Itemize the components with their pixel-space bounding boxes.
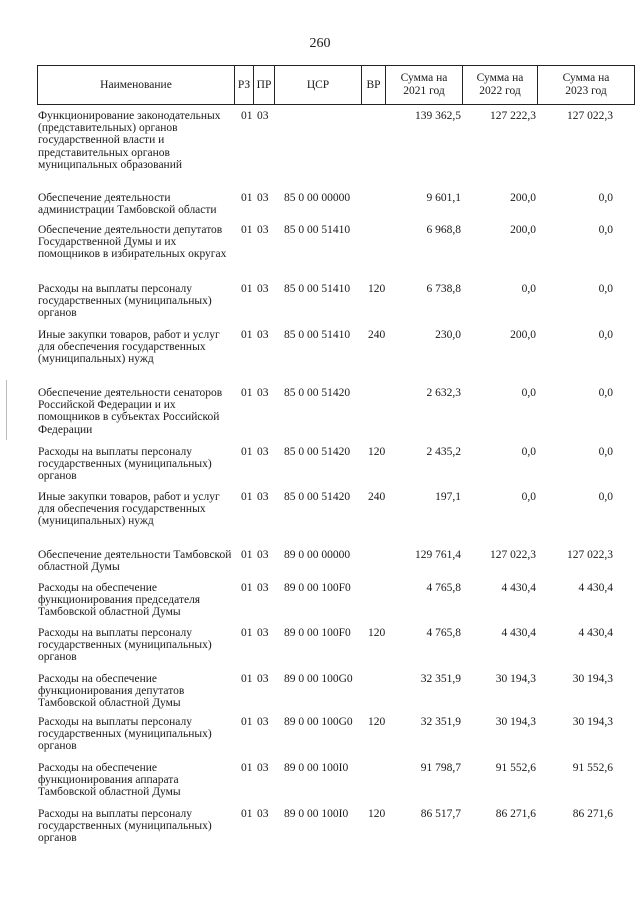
row-rz: 01 — [241, 329, 253, 341]
header-name: Наименование — [100, 78, 172, 91]
row-csr: 89 0 00 100I0 — [284, 762, 349, 774]
row-csr: 85 0 00 51420 — [284, 446, 351, 458]
row-name: Расходы на выплаты персоналу государственных (муниципальных) органов — [38, 283, 212, 320]
row-sum-2021: 129 761,4 — [415, 549, 461, 561]
row-sum-2023: 30 194,3 — [572, 716, 613, 728]
row-pr: 03 — [257, 446, 269, 458]
row-vr: 240 — [368, 491, 386, 503]
row-sum-2022: 86 271,6 — [495, 808, 536, 820]
row-rz: 01 — [241, 673, 253, 685]
row-sum-2022: 200,0 — [510, 192, 536, 204]
row-csr: 89 0 00 100G0 — [284, 716, 353, 728]
row-sum-2022: 127 222,3 — [490, 110, 536, 122]
row-name: Обеспечение деятельности депутатов Государственной Думы и их помощников в избирательных округах — [38, 224, 227, 261]
row-sum-2022: 127 022,3 — [490, 549, 536, 561]
row-pr: 03 — [257, 329, 269, 341]
row-name: Функционирование законодательных (представительных) органов государственной власти и представительных органов муниципальных образований — [38, 110, 221, 171]
row-name: Расходы на обеспечение функционирования депутатов Тамбовской областной Думы — [38, 673, 185, 710]
row-sum-2023: 4 430,4 — [578, 627, 613, 639]
row-rz: 01 — [241, 491, 253, 503]
row-rz: 01 — [241, 582, 253, 594]
row-sum-2023: 30 194,3 — [572, 673, 613, 685]
row-sum-2022: 4 430,4 — [501, 627, 536, 639]
row-rz: 01 — [241, 283, 253, 295]
header-vr: ВР — [366, 78, 381, 91]
row-name: Расходы на обеспечение функционирования председателя Тамбовской областной Думы — [38, 582, 201, 619]
row-csr: 89 0 00 100I0 — [284, 808, 349, 820]
page-number: 260 — [309, 36, 331, 51]
row-sum-2021: 2 632,3 — [426, 387, 461, 399]
row-sum-2023: 0,0 — [598, 192, 613, 204]
row-sum-2023: 127 022,3 — [567, 110, 613, 122]
row-pr: 03 — [257, 673, 269, 685]
row-rz: 01 — [241, 716, 253, 728]
row-rz: 01 — [241, 627, 253, 639]
row-sum-2022: 200,0 — [510, 224, 536, 236]
row-sum-2021: 139 362,5 — [415, 110, 461, 122]
row-sum-2021: 230,0 — [435, 329, 461, 341]
row-sum-2021: 6 968,8 — [426, 224, 461, 236]
row-sum-2022: 30 194,3 — [495, 673, 536, 685]
row-name: Обеспечение деятельности сенаторов Российской Федерации и их помощников в субъектах Российской Федерации — [38, 387, 223, 436]
header-bottom-border — [37, 104, 635, 105]
row-rz: 01 — [241, 387, 253, 399]
row-sum-2021: 32 351,9 — [420, 673, 461, 685]
row-sum-2022: 0,0 — [521, 446, 536, 458]
row-sum-2022: 91 552,6 — [495, 762, 536, 774]
row-csr: 85 0 00 51420 — [284, 491, 351, 503]
header-pr: ПР — [256, 78, 272, 91]
row-sum-2021: 197,1 — [435, 491, 461, 503]
row-sum-2023: 127 022,3 — [567, 549, 613, 561]
row-name: Расходы на выплаты персоналу государственных (муниципальных) органов — [38, 627, 212, 664]
row-sum-2022: 0,0 — [521, 283, 536, 295]
row-pr: 03 — [257, 549, 269, 561]
row-sum-2021: 4 765,8 — [426, 627, 461, 639]
row-pr: 03 — [257, 283, 269, 295]
row-rz: 01 — [241, 110, 253, 122]
row-sum-2022: 4 430,4 — [501, 582, 536, 594]
row-pr: 03 — [257, 582, 269, 594]
header-csr: ЦСР — [306, 78, 330, 91]
row-pr: 03 — [257, 110, 269, 122]
row-sum-2023: 0,0 — [598, 387, 613, 399]
row-sum-2021: 9 601,1 — [426, 192, 461, 204]
row-pr: 03 — [257, 716, 269, 728]
row-name: Обеспечение деятельности Тамбовской областной Думы — [38, 549, 232, 574]
row-csr: 89 0 00 100F0 — [284, 582, 351, 594]
row-vr: 120 — [368, 716, 386, 728]
row-csr: 85 0 00 51410 — [284, 283, 351, 295]
row-sum-2021: 32 351,9 — [420, 716, 461, 728]
row-pr: 03 — [257, 627, 269, 639]
row-name: Расходы на выплаты персоналу государственных (муниципальных) органов — [38, 446, 212, 483]
row-rz: 01 — [241, 224, 253, 236]
row-csr: 85 0 00 51410 — [284, 224, 351, 236]
row-pr: 03 — [257, 491, 269, 503]
margin-mark — [6, 380, 7, 440]
header-sum-2023: Сумма на 2023 год — [562, 72, 610, 97]
row-name: Обеспечение деятельности администрации Тамбовской области — [38, 192, 217, 217]
row-csr: 89 0 00 100F0 — [284, 627, 351, 639]
row-pr: 03 — [257, 387, 269, 399]
row-name: Иные закупки товаров, работ и услуг для обеспечения государственных (муниципальных) нужд — [38, 491, 220, 528]
row-sum-2023: 0,0 — [598, 329, 613, 341]
row-pr: 03 — [257, 762, 269, 774]
row-csr: 89 0 00 100G0 — [284, 673, 353, 685]
row-sum-2023: 86 271,6 — [572, 808, 613, 820]
row-sum-2022: 200,0 — [510, 329, 536, 341]
row-sum-2023: 0,0 — [598, 224, 613, 236]
row-csr: 85 0 00 51420 — [284, 387, 351, 399]
row-csr: 89 0 00 00000 — [284, 549, 351, 561]
row-sum-2021: 86 517,7 — [420, 808, 461, 820]
row-vr: 240 — [368, 329, 386, 341]
row-name: Расходы на выплаты персоналу государственных (муниципальных) органов — [38, 808, 212, 845]
row-pr: 03 — [257, 224, 269, 236]
row-csr: 85 0 00 00000 — [284, 192, 351, 204]
row-vr: 120 — [368, 446, 386, 458]
row-pr: 03 — [257, 192, 269, 204]
row-sum-2022: 30 194,3 — [495, 716, 536, 728]
row-sum-2022: 0,0 — [521, 387, 536, 399]
row-sum-2023: 4 430,4 — [578, 582, 613, 594]
row-name: Расходы на обеспечение функционирования аппарата Тамбовской областной Думы — [38, 762, 181, 799]
row-vr: 120 — [368, 627, 386, 639]
header-sum-2021: Сумма на 2021 год — [400, 72, 448, 97]
row-vr: 120 — [368, 283, 386, 295]
header-rz: РЗ — [237, 78, 251, 91]
row-sum-2023: 0,0 — [598, 446, 613, 458]
row-sum-2023: 0,0 — [598, 491, 613, 503]
row-rz: 01 — [241, 192, 253, 204]
row-rz: 01 — [241, 549, 253, 561]
row-name: Расходы на выплаты персоналу государственных (муниципальных) органов — [38, 716, 212, 753]
row-sum-2021: 2 435,2 — [426, 446, 461, 458]
row-sum-2021: 4 765,8 — [426, 582, 461, 594]
row-name: Иные закупки товаров, работ и услуг для обеспечения государственных (муниципальных) нужд — [38, 329, 220, 366]
row-rz: 01 — [241, 446, 253, 458]
header-sum-2022: Сумма на 2022 год — [476, 72, 524, 97]
row-sum-2023: 0,0 — [598, 283, 613, 295]
row-sum-2022: 0,0 — [521, 491, 536, 503]
row-pr: 03 — [257, 808, 269, 820]
row-vr: 120 — [368, 808, 386, 820]
row-sum-2021: 6 738,8 — [426, 283, 461, 295]
header-divider — [634, 65, 635, 105]
row-rz: 01 — [241, 808, 253, 820]
row-csr: 85 0 00 51410 — [284, 329, 351, 341]
row-rz: 01 — [241, 762, 253, 774]
row-sum-2021: 91 798,7 — [420, 762, 461, 774]
row-sum-2023: 91 552,6 — [572, 762, 613, 774]
